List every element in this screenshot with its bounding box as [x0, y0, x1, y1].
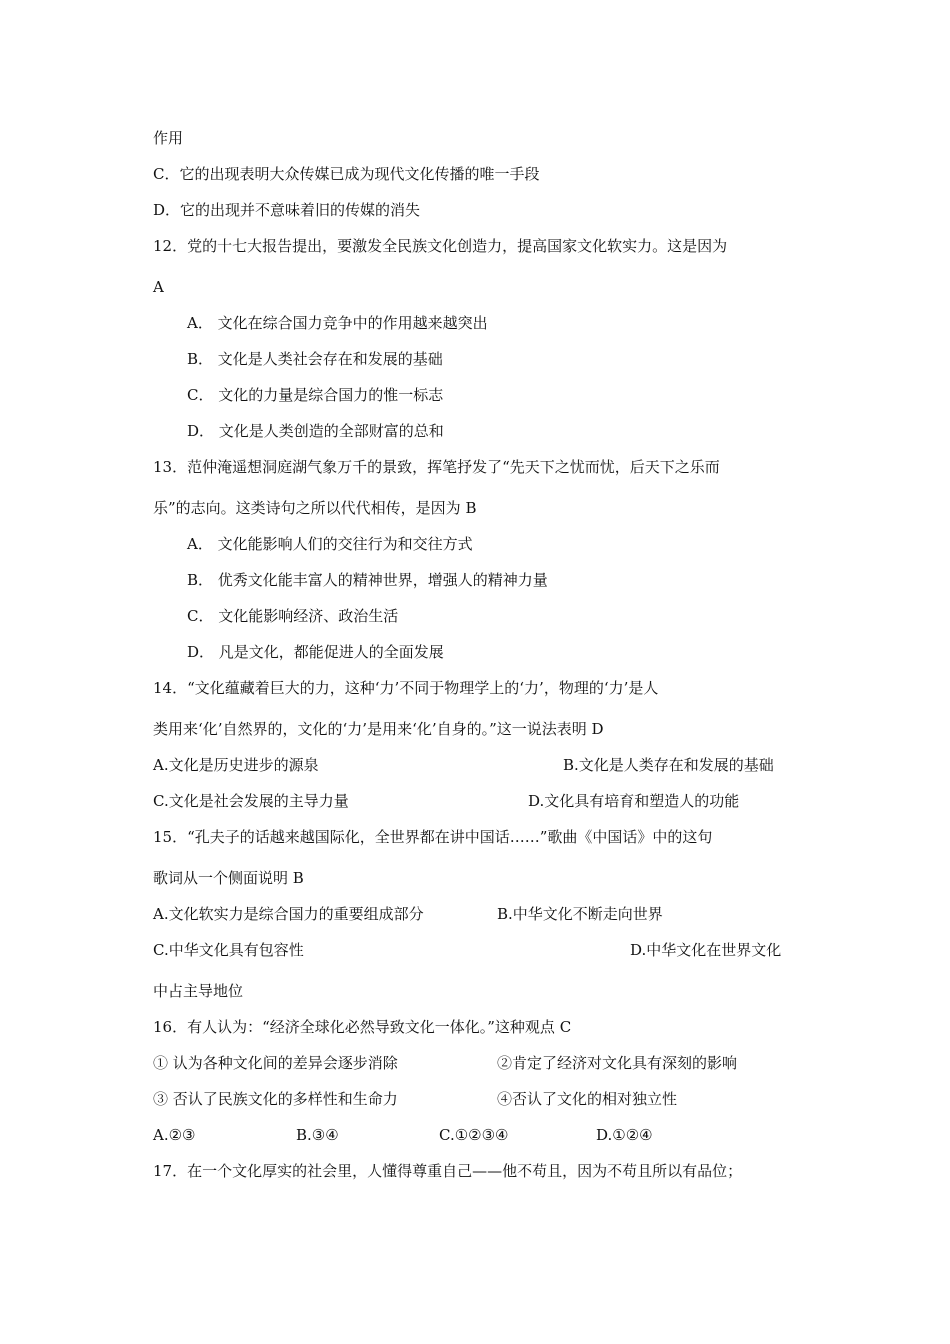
question-12-stem: 12．党的十七大报告提出，要激发全民族文化创造力，提高国家文化软实力。这是因为: [153, 237, 728, 255]
question-12-answer: A: [153, 278, 164, 296]
question-15-stem-cont: 歌词从一个侧面说明 B: [153, 869, 304, 887]
option-line: B． 优秀文化能丰富人的精神世界，增强人的精神力量: [187, 571, 548, 589]
question-13-stem: 13．范仲淹遥想洞庭湖气象万千的景致，挥笔抒发了“先天下之忧而忧，后天下之乐而: [153, 458, 720, 476]
option-line: C.中华文化具有包容性: [153, 941, 304, 959]
option-line: D.①②④: [596, 1126, 653, 1144]
option-line: D.中华文化在世界文化: [630, 941, 782, 959]
option-line: A． 文化在综合国力竞争中的作用越来越突出: [187, 314, 488, 332]
option-line: ④否认了文化的相对独立性: [497, 1090, 678, 1108]
question-16-stem: 16．有人认为：“经济全球化必然导致文化一体化。”这种观点 C: [153, 1018, 572, 1036]
option-line: A.文化软实力是综合国力的重要组成部分: [153, 905, 424, 923]
option-line: B.文化是人类存在和发展的基础: [563, 756, 774, 774]
option-line: D． 凡是文化，都能促进人的全面发展: [187, 643, 444, 661]
question-13-stem-cont: 乐”的志向。这类诗句之所以代代相传，是因为 B: [153, 499, 477, 517]
question-14-stem: 14．“文化蕴藏着巨大的力，这种‘力’不同于物理学上的‘力’，物理的‘力’是人: [153, 679, 659, 697]
option-line: ① 认为各种文化间的差异会逐步消除: [153, 1054, 398, 1072]
option-line-cont: 中占主导地位: [153, 982, 244, 1000]
question-17-stem: 17．在一个文化厚实的社会里，人懂得尊重自己——他不苟且，因为不苟且所以有品位；: [153, 1162, 743, 1180]
option-line: D． 文化是人类创造的全部财富的总和: [187, 422, 444, 440]
option-line: B.中华文化不断走向世界: [497, 905, 663, 923]
question-15-stem: 15．“孔夫子的话越来越国际化，全世界都在讲中国话……”歌曲《中国话》中的这句: [153, 828, 713, 846]
option-line: ③ 否认了民族文化的多样性和生命力: [153, 1090, 398, 1108]
option-line: C． 文化的力量是综合国力的惟一标志: [187, 386, 444, 404]
option-line: A.文化是历史进步的源泉: [153, 756, 319, 774]
question-14-stem-cont: 类用来‘化’自然界的，文化的‘力’是用来‘化’自身的。”这一说法表明 D: [153, 720, 604, 738]
option-line: B.③④: [296, 1126, 339, 1144]
option-line: ②肯定了经济对文化具有深刻的影响: [497, 1054, 738, 1072]
text-line: D．它的出现并不意味着旧的传媒的消失: [153, 201, 421, 219]
option-line: C.文化是社会发展的主导力量: [153, 792, 349, 810]
text-line: 作用: [153, 129, 184, 147]
option-line: C． 文化能影响经济、政治生活: [187, 607, 399, 625]
option-line: D.文化具有培育和塑造人的功能: [528, 792, 740, 810]
option-line: B． 文化是人类社会存在和发展的基础: [187, 350, 443, 368]
text-line: C．它的出现表明大众传媒已成为现代文化传播的唯一手段: [153, 165, 540, 183]
option-line: C.①②③④: [439, 1126, 509, 1144]
option-line: A． 文化能影响人们的交往行为和交往方式: [187, 535, 473, 553]
option-line: A.②③: [153, 1126, 196, 1144]
